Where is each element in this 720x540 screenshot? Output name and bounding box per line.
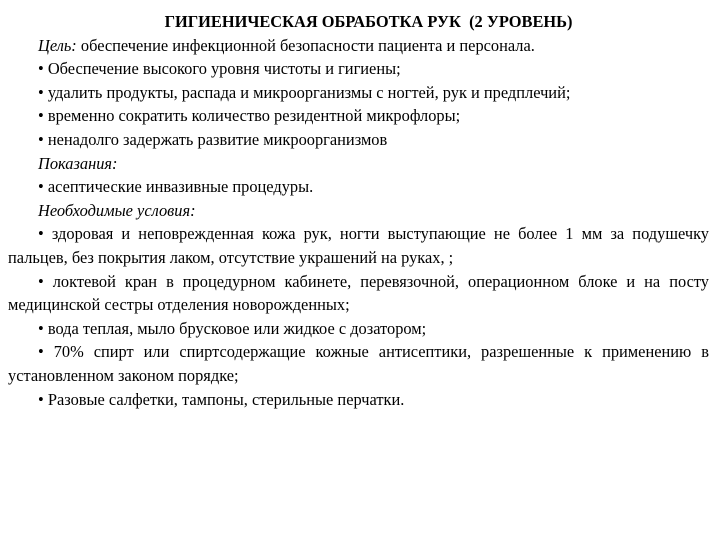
document-body xyxy=(8,10,709,411)
document-title: ГИГИЕНИЧЕСКАЯ ОБРАБОТКА РУК (2 УРОВЕНЬ) xyxy=(164,12,573,31)
goal-label: Цель: xyxy=(38,35,77,55)
goal-text: обеспечение инфекционной безопасности пациента и персонала. xyxy=(76,35,535,55)
goal-item: • временно сократить количество резидентной микрофлоры; xyxy=(38,106,461,126)
condition-item: • вода теплая, мыло брусковое или жидкое с дозатором; xyxy=(38,318,427,338)
condition-item: • 70% спирт или спиртсодержащие кожные антисептики, разрешенные к применению в установленном законом порядке; xyxy=(8,342,709,385)
goal-item: • Обеспечение высокого уровня чистоты и гигиены; xyxy=(38,59,401,79)
goal-item: • удалить продукты, распада и микроорганизмы с ногтей, рук и предплечий; xyxy=(38,82,571,102)
indications-label: Показания: xyxy=(38,153,118,173)
goal-item: • ненадолго задержать развитие микроорганизмов xyxy=(38,129,388,149)
condition-item: • здоровая и неповрежденная кожа рук, ногти выступающие не более 1 мм за подушечку пальцев, без покрытия лаком, отсутствие украшений на руках, ; xyxy=(8,224,709,267)
indication-item: • асептические инвазивные процедуры. xyxy=(38,177,314,197)
goal-line xyxy=(8,34,709,58)
condition-item: • Разовые салфетки, тампоны, стерильные перчатки. xyxy=(38,389,405,409)
condition-item: • локтевой кран в процедурном кабинете, перевязочной, операционном блоке и на посту медицинской сестры отделения новорожденных; xyxy=(8,271,709,315)
conditions-label: Необходимые условия: xyxy=(38,200,196,220)
